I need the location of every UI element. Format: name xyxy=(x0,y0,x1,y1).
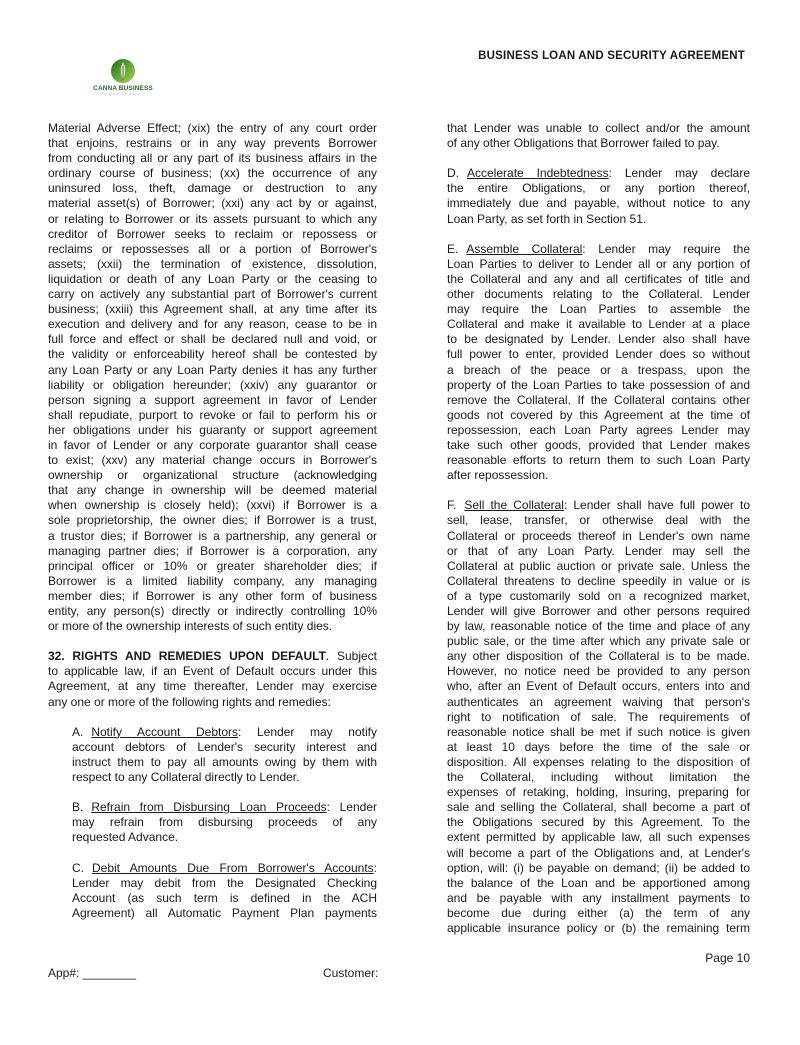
text-line xyxy=(447,121,750,136)
text-line: liquidation or death of any Loan Party or the ceasing to xyxy=(48,271,377,286)
text-line: sole proprietorship, the owner dies; if Borrower is a trust, xyxy=(48,513,377,528)
item-marker: B. xyxy=(72,800,84,815)
text-line: uninsured loss, theft, damage or destruction to any xyxy=(48,181,377,196)
paragraph xyxy=(447,498,750,936)
item-marker: A. xyxy=(72,724,84,739)
text-line: remove the Collateral. If the Collateral contains other xyxy=(447,392,750,407)
text-line: requested Advance. xyxy=(72,830,179,845)
text-line xyxy=(447,242,750,257)
text-line: when ownership is closely held); (xxvi) if Borrower is a xyxy=(48,498,377,513)
line-text: : xyxy=(373,860,377,875)
leaf-logo-icon xyxy=(110,58,136,84)
text-line: Agreement) all Automatic Payment Plan payments xyxy=(72,905,377,920)
paragraph xyxy=(48,121,377,634)
text-line: Borrower is a limited liability company, any managing xyxy=(48,573,377,588)
text-line: creditor of Borrower seeks to reclaim or repossess or xyxy=(48,226,377,241)
text-line: Collateral threatens to decline speedily in value or is xyxy=(447,573,750,588)
text-line: may require the Loan Parties to assemble the xyxy=(447,302,750,317)
text-line: Collateral at public auction or private sale. Unless the xyxy=(447,558,750,573)
text-line: Account (as such term is defined in the ACH xyxy=(72,890,377,905)
text-line: Loan Party, as set forth in Section 51. xyxy=(447,211,647,226)
text-line: the balance of the Loan and be apportioned among xyxy=(447,875,750,890)
item-marker: D. xyxy=(447,166,459,181)
line-text: . Subject xyxy=(325,649,377,664)
item-label: Accelerate Indebtedness xyxy=(467,166,609,181)
text-line: public sale, or the time after which any private sale or xyxy=(447,634,750,649)
item-label: Refrain from Disbursing Loan Proceeds xyxy=(91,800,327,815)
text-line: will become a part of the Obligations and, at Lender's xyxy=(447,845,750,860)
line-text: : Lender may declare xyxy=(608,166,750,181)
line-text: : Lender may notify xyxy=(238,724,377,739)
item-label: Debit Amounts Due From Borrower's Accounts xyxy=(92,860,374,875)
text-line: the entire Obligations, or any portion thereof, xyxy=(447,181,750,196)
text-line: shall repudiate, purport to revoke or fail to perform his or xyxy=(48,407,377,422)
item-label: Assemble Collateral xyxy=(466,241,583,256)
right-column xyxy=(447,121,750,951)
text-line: reclaims or repossesses all or a portion of Borrower's xyxy=(48,241,377,256)
customer-label: Customer: xyxy=(323,966,379,980)
line-text: Material Adverse Effect; (xix) the entry of any court order xyxy=(48,121,377,135)
text-line: or that of any Loan Party. Lender may sell the xyxy=(447,543,750,558)
text-line: at least 10 days before the time of the sale or xyxy=(447,739,750,754)
document-title: BUSINESS LOAN AND SECURITY AGREEMENT xyxy=(478,50,745,62)
line-text: : Lender shall have full power to xyxy=(563,498,750,513)
text-line xyxy=(72,861,377,876)
text-line: repossession, each Loan Party agrees Lender may xyxy=(447,422,750,437)
paragraph xyxy=(447,242,750,484)
text-line: to be designated by Lender. Lender also shall have xyxy=(447,332,750,347)
text-line: expenses of retaking, holding, insuring, preparing for xyxy=(447,785,750,800)
text-line: may refrain from disbursing proceeds of any xyxy=(72,815,377,830)
text-line: respect to any Collateral directly to Lender. xyxy=(72,770,300,785)
text-line: full force and effect or shall be declared null and void, or xyxy=(48,332,377,347)
paragraph xyxy=(447,121,750,151)
text-line: or relating to Borrower or its assets pursuant to which any xyxy=(48,211,377,226)
text-line: the Obligations secured by this Agreement. To the xyxy=(447,815,750,830)
text-line: the Collateral, including without limitation the xyxy=(447,770,750,785)
text-line xyxy=(72,725,377,740)
item-label: Notify Account Debtors xyxy=(91,724,239,739)
text-line: principal officer or 10% or greater shareholder dies; if xyxy=(48,558,377,573)
paragraph xyxy=(72,800,377,845)
text-line: take such other goods, provided that Lender makes xyxy=(447,437,750,452)
paragraph xyxy=(72,725,377,785)
text-line: by law, reasonable notice of the time and place of any xyxy=(447,619,750,634)
text-line: property of the Loan Parties to take possession of and xyxy=(447,377,750,392)
text-line: who, after an Event of Default occurs, enters into and xyxy=(447,679,750,694)
text-line: from conducting all or any part of its business affairs in the xyxy=(48,151,377,166)
logo-text: CANNA BUSINESS xyxy=(93,85,153,92)
text-line: other documents relating to the Collateral. Lender xyxy=(447,287,750,302)
text-line: the validity or enforceability hereof shall be contested by xyxy=(48,347,377,362)
text-line: instruct them to pay all amounts owing by them with xyxy=(72,754,377,769)
text-line: to applicable law, if an Event of Default occurs under this xyxy=(48,664,377,679)
text-line: execution and delivery and for any reason, cease to be in xyxy=(48,317,377,332)
text-line: Collateral or proceeds thereof in Lender's own name xyxy=(447,528,750,543)
text-line: that enjoins, restrains or in any way prevents Borrower xyxy=(48,136,377,151)
item-label: Sell the Collateral xyxy=(464,498,564,513)
text-line: any Loan Party or any Loan Party denies it has any further xyxy=(48,362,377,377)
text-line: assets; (xxii) the termination of existence, dissolution, xyxy=(48,256,377,271)
line-text: : Lender may require the xyxy=(582,241,750,256)
text-line: a breach of the peace or a trespass, upon the xyxy=(447,362,750,377)
text-line: or more of the ownership interests of such entity dies. xyxy=(48,619,333,634)
text-line: goods not covered by this Agreement at the time of xyxy=(447,407,750,422)
text-line: material asset(s) of Borrower; (xxi) any act by or against, xyxy=(48,196,377,211)
line-text: : Lender xyxy=(326,800,377,815)
paragraph xyxy=(72,861,377,921)
text-line: managing partner dies; if Borrower is a corporation, any xyxy=(48,543,377,558)
text-line: ownership or organizational structure (acknowledging xyxy=(48,468,377,483)
text-line: Lender may debit from the Designated Checking xyxy=(72,875,377,890)
company-logo xyxy=(88,58,158,102)
text-line: in favor of Lender or any corporate guarantor shall cease xyxy=(48,437,377,452)
text-line: ordinary course of business; (xx) the occurrence of any xyxy=(48,166,377,181)
left-column xyxy=(48,121,377,936)
text-line: account debtors of Lender's security interest and xyxy=(72,739,377,754)
text-line: business; (xxiii) this Agreement shall, at any time after its xyxy=(48,302,377,317)
text-line: Agreement, at any time thereafter, Lender may exercise xyxy=(48,679,377,694)
text-line: Collateral and make it available to Lender at a place xyxy=(447,317,750,332)
text-line: liability or obligation hereunder; (xxiv) any guarantor or xyxy=(48,377,377,392)
text-line: sale and selling the Collateral, shall become a part of xyxy=(447,800,750,815)
text-line: carry on actively any substantial part of Borrower's current xyxy=(48,287,377,302)
logo-subtext: RESOURCES xyxy=(104,92,142,96)
text-line: entity, any person(s) directly or indirectly controlling 10% xyxy=(48,604,377,618)
text-line: member dies; if Borrower is any other form of business xyxy=(48,588,377,603)
item-marker: C. xyxy=(72,860,84,875)
text-line: her obligations under his guaranty or support agreement xyxy=(48,422,377,437)
section-heading: 32. RIGHTS AND REMEDIES UPON DEFAULT xyxy=(48,649,326,664)
paragraph xyxy=(48,649,377,709)
text-line xyxy=(447,166,750,181)
text-line: that any change in ownership will be deemed material xyxy=(48,483,377,498)
text-line: full power to enter, provided Lender does so without xyxy=(447,347,750,362)
text-line: applicable insurance policy or (b) the remaining term xyxy=(447,920,750,935)
text-line: a trustor dies; if Borrower is a partnership, any general or xyxy=(48,528,377,543)
text-line: reasonable notice shall be met if such notice is given xyxy=(447,724,750,739)
text-line: the Collateral and any and all certificates of title and xyxy=(447,271,750,286)
app-number-field: App#: ________ xyxy=(48,966,137,980)
text-line: reasonable efforts to return them to such Loan Party xyxy=(447,453,750,468)
text-line xyxy=(447,498,750,513)
text-line: sell, lease, transfer, or otherwise deal with the xyxy=(447,513,750,528)
text-line: However, no notice need be provided to any person xyxy=(447,664,750,679)
text-line: extent permitted by applicable law, all such expenses xyxy=(447,830,750,845)
line-text: that Lender was unable to collect and/or the amount xyxy=(447,121,750,135)
text-line: Lender will give Borrower and other persons required xyxy=(447,604,750,618)
text-line: right to notification of sale. The requirements of xyxy=(447,709,750,724)
text-line: and be payable with any installment payments to xyxy=(447,890,750,905)
text-line xyxy=(48,121,377,136)
text-line xyxy=(48,649,377,664)
paragraph xyxy=(447,166,750,226)
text-line: of a type customarily sold on a recognized market, xyxy=(447,588,750,603)
text-line: person signing a support agreement in favor of Lender xyxy=(48,392,377,407)
item-marker: E. xyxy=(447,241,459,256)
text-line: to exist; (xxv) any material change occurs in Borrower's xyxy=(48,453,377,468)
text-line: Loan Parties to deliver to Lender all or any portion of xyxy=(447,256,750,271)
text-line: disposition. All expenses relating to the disposition of xyxy=(447,754,750,769)
text-line: become due during either (a) the term of any xyxy=(447,905,750,920)
text-line: option, will: (i) be payable on demand; (ii) be added to xyxy=(447,860,750,875)
text-line: any one or more of the following rights and remedies: xyxy=(48,694,331,709)
text-line xyxy=(72,800,377,815)
text-line: after repossession. xyxy=(447,468,549,483)
text-line: of any other Obligations that Borrower failed to pay. xyxy=(447,136,720,151)
text-line: any other disposition of the Collateral is to be made. xyxy=(447,649,750,664)
text-line: immediately due and payable, without notice to any xyxy=(447,196,750,211)
item-marker: F. xyxy=(447,498,457,513)
page-number: Page 10 xyxy=(705,951,750,965)
text-line: authenticates an agreement waiving that person's xyxy=(447,694,750,709)
